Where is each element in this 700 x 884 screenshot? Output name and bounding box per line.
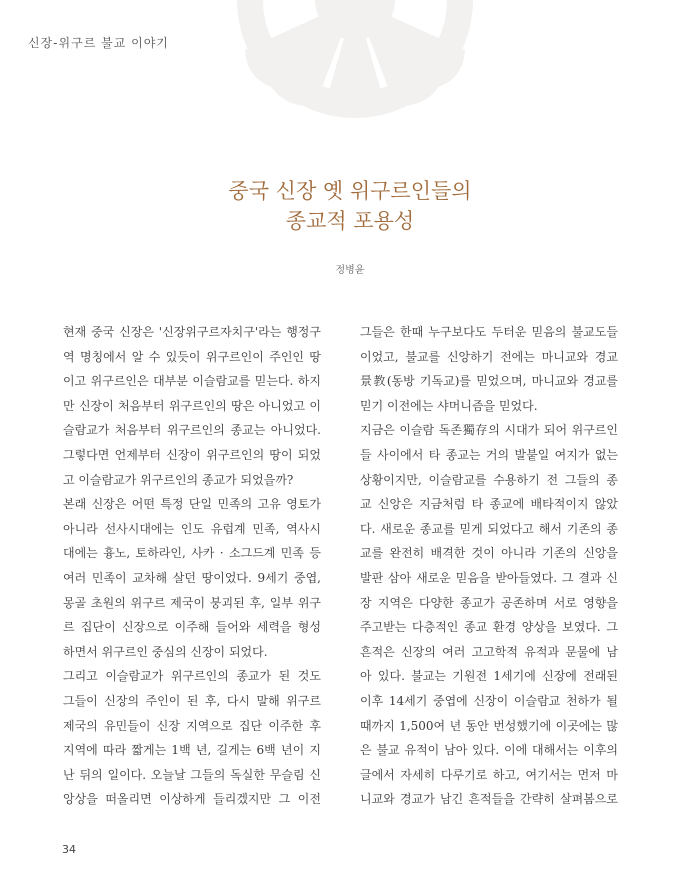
body-line: 발판 삼아 새로운 믿음을 받아들였다. 그 결과 신 xyxy=(360,570,618,585)
body-line: 글에서 자세히 다루기로 하고, 여기서는 먼저 마 xyxy=(360,767,618,782)
body-line: 하면서 위구르인 중심의 신장이 되었다. xyxy=(63,644,268,659)
body-line: 르 집단이 신장으로 이주해 들어와 세력을 형성 xyxy=(63,620,321,635)
body-line: 아니라 선사시대에는 인도 유럽계 민족, 역사시 xyxy=(63,521,321,536)
body-line: 景教(동방 기독교)를 믿었으며, 마니교와 경교를 xyxy=(360,374,618,389)
body-line: 이었고, 불교를 신앙하기 전에는 마니교와 경교 xyxy=(360,349,618,364)
body-line: 현재 중국 신장은 '신장위구르자치구'라는 행정구 xyxy=(63,325,321,339)
body-line: 은 불교 유적이 남아 있다. 이에 대해서는 이후의 xyxy=(360,743,618,758)
body-line: 교를 완전히 배격한 것이 아니라 기존의 신앙을 xyxy=(360,546,618,561)
lotus-watermark-icon xyxy=(175,0,535,120)
body-line: 니교와 경교가 남긴 흔적들을 간략히 살펴봄으로 xyxy=(360,792,618,807)
body-line: 앙상을 떠올리면 이상하게 들리겠지만 그 이전 xyxy=(63,792,321,807)
body-line: 주고받는 다층적인 종교 환경 양상을 보였다. 그 xyxy=(360,620,618,635)
body-line: 그리고 이슬람교가 위구르인의 종교가 된 것도 xyxy=(63,669,321,684)
body-line: 지역에 따라 짧게는 1백 년, 길게는 6백 년이 지 xyxy=(63,743,321,758)
series-title: 신장-위구르 불교 이야기 xyxy=(28,36,169,50)
right-column xyxy=(360,320,618,812)
body-line: 아 있다. 불교는 기원전 1세기에 신장에 전래된 xyxy=(360,669,618,684)
body-line: 때까지 1,500여 년 동안 번성했기에 이곳에는 많 xyxy=(360,718,618,733)
body-line: 고 이슬람교가 위구르인의 종교가 되었을까? xyxy=(63,472,294,487)
body-line: 그들은 한때 누구보다도 두터운 믿음의 불교도들 xyxy=(360,325,618,339)
body-line: 만 신장이 처음부터 위구르인의 땅은 아니었고 이 xyxy=(63,398,321,413)
body-line: 상황이지만, 이슬람교를 수용하기 전 그들의 종 xyxy=(360,472,618,487)
body-line: 장 지역은 다양한 종교가 공존하며 서로 영향을 xyxy=(360,595,618,610)
body-line: 그들이 신장의 주인이 된 후, 다시 말해 위구르 xyxy=(63,693,321,708)
article-title-line-1: 중국 신장 옛 위구르인들의 xyxy=(228,179,472,203)
body-line: 제국의 유민들이 신장 지역으로 집단 이주한 후 xyxy=(63,718,321,733)
left-column xyxy=(63,320,321,812)
body-line: 들 사이에서 타 종교는 거의 발붙일 여지가 없는 xyxy=(360,447,618,462)
body-line: 대에는 흉노, 토하라인, 사카 · 소그드계 민족 등 xyxy=(63,546,321,561)
body-line: 여러 민족이 교차해 살던 땅이었다. 9세기 중엽, xyxy=(63,570,321,585)
body-line: 이후 14세기 중엽에 신장이 이슬람교 천하가 될 xyxy=(360,693,618,708)
body-line: 역 명칭에서 알 수 있듯이 위구르인이 주인인 땅 xyxy=(63,349,321,364)
page-number: 34 xyxy=(62,843,76,856)
author-name: 정병윤 xyxy=(335,265,365,276)
body-line: 난 뒤의 일이다. 오늘날 그들의 독실한 무슬림 신 xyxy=(63,767,321,782)
article-title-line-2: 종교적 포용성 xyxy=(285,209,415,233)
body-line: 그렇다면 언제부터 신장이 위구르인의 땅이 되었 xyxy=(63,447,321,462)
body-line: 다. 새로운 종교를 믿게 되었다고 해서 기존의 종 xyxy=(360,521,618,536)
body-line: 이고 위구르인은 대부분 이슬람교를 믿는다. 하지 xyxy=(63,374,321,389)
body-line: 슬람교가 처음부터 위구르인의 종교는 아니었다. xyxy=(63,423,321,438)
body-line: 지금은 이슬람 독존獨存의 시대가 되어 위구르인 xyxy=(360,423,618,438)
body-line: 본래 신장은 어떤 특정 단일 민족의 고유 영토가 xyxy=(63,497,321,512)
body-line: 몽골 초원의 위구르 제국이 붕괴된 후, 일부 위구 xyxy=(63,595,321,610)
body-line: 믿기 이전에는 샤머니즘을 믿었다. xyxy=(360,398,538,413)
body-line: 교 신앙은 지금처럼 타 종교에 배타적이지 않았 xyxy=(360,497,618,512)
body-line: 흔적은 신장의 여러 고고학적 유적과 문물에 남 xyxy=(360,644,618,659)
